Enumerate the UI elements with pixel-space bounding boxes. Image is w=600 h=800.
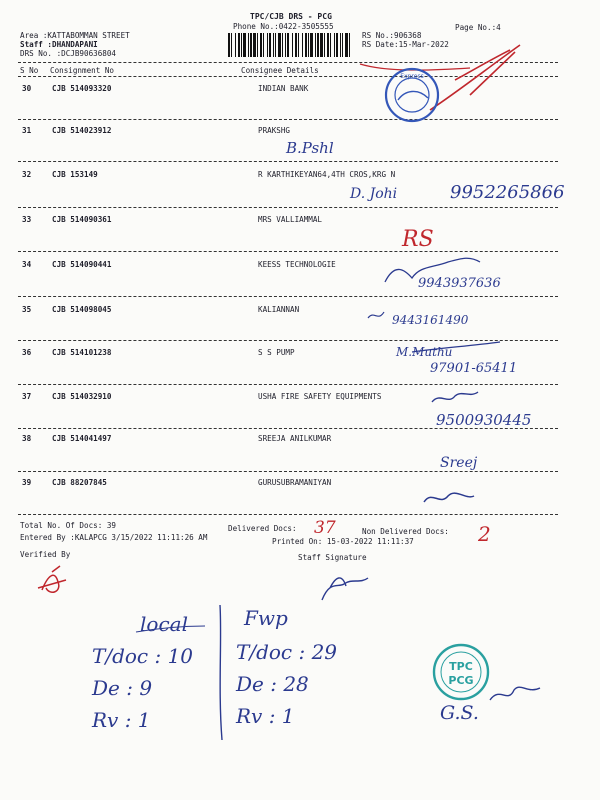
- row36-signature: M.Muthu: [396, 345, 453, 359]
- barcode-bar: [275, 33, 276, 57]
- row36-phone: 97901-65411: [430, 361, 518, 376]
- row-sno: 34: [22, 260, 32, 269]
- verifier-signature: [38, 566, 66, 592]
- row-sno: 36: [22, 348, 32, 357]
- bottom-signature-stroke: [490, 687, 540, 700]
- row-sno: 33: [22, 215, 32, 224]
- row-sno: 30: [22, 84, 32, 93]
- row-divider: [18, 119, 558, 120]
- bottom-signature: G.S.: [440, 702, 479, 724]
- row-consignment: CJB 514032910: [52, 392, 112, 401]
- row-sno: 31: [22, 126, 32, 135]
- barcode-bar: [267, 33, 268, 57]
- column-header-sno: S No: [20, 66, 39, 75]
- page-number: Page No.:4: [455, 23, 501, 32]
- row-consignment: CJB 514090361: [52, 215, 112, 224]
- entered-by: Entered By :KALAPCG 3/15/2022 11:11:26 AM: [20, 533, 208, 542]
- barcode-bar: [320, 33, 323, 57]
- row35-signature: [368, 312, 384, 318]
- row-consignee: INDIAN BANK: [258, 84, 309, 93]
- barcode-bar: [298, 33, 299, 57]
- row-consignee: MRS VALLIAMMAL: [258, 215, 323, 224]
- barcode-bar: [235, 33, 236, 57]
- barcode-bar: [263, 33, 264, 57]
- barcode-bar: [285, 33, 286, 57]
- row35-phone: 9443161490: [392, 313, 469, 327]
- row37-phone: 9500930445: [436, 411, 532, 429]
- tally-left-total: T/doc : 10: [92, 644, 194, 668]
- tally-right-returned: Rv : 1: [236, 704, 295, 728]
- row-consignment: CJB 514023912: [52, 126, 112, 135]
- barcode-bar: [231, 33, 232, 57]
- drs-number: DRS No. :DCJB90636804: [20, 49, 117, 58]
- row-consignment: CJB 153149: [52, 170, 98, 179]
- sheet-title: TPC/CJB DRS - PCG: [250, 12, 332, 21]
- barcode-bar: [257, 33, 258, 57]
- tpc-pcg-stamp: [434, 645, 488, 699]
- barcode-bar: [287, 33, 289, 57]
- tally-right-delivered: De : 28: [236, 672, 309, 696]
- row-consignment: CJB 88207845: [52, 478, 107, 487]
- phone-number: Phone No.:0422-3505555: [233, 22, 334, 31]
- verified-by-label: Verified By: [20, 550, 71, 559]
- row-consignee: KEESS TECHNOLOGIE: [258, 260, 336, 269]
- barcode-bar: [308, 33, 309, 57]
- barcode-bar: [278, 33, 281, 57]
- barcode-bar: [238, 33, 240, 57]
- row34-phone: 9943937636: [418, 276, 501, 291]
- barcode-bar: [292, 33, 293, 57]
- barcode-bar: [340, 33, 341, 57]
- row32-signature: D. Johi: [350, 186, 398, 202]
- barcode-bar: [349, 33, 350, 57]
- barcode-bar: [327, 33, 329, 57]
- non-delivered-count-handwritten: 2: [478, 522, 491, 546]
- row-divider: [18, 251, 558, 252]
- barcode-bar: [260, 33, 262, 57]
- barcode-bar: [330, 33, 331, 57]
- barcode-bar: [273, 33, 274, 57]
- staff-signature: [322, 578, 368, 600]
- row37-signature: [432, 392, 478, 402]
- barcode-bar: [345, 33, 348, 57]
- stamp-text-pcg: PCG: [448, 674, 474, 687]
- barcode-bar: [269, 33, 271, 57]
- barcode-bar: [315, 33, 316, 57]
- row31-signature: B.Pshl: [286, 139, 334, 157]
- row-divider: [18, 471, 558, 472]
- tally-left-heading: local: [140, 612, 188, 636]
- row-consignment: CJB 514098045: [52, 305, 112, 314]
- row-consignee: PRAKSHG: [258, 126, 291, 135]
- barcode-bar: [241, 33, 242, 57]
- barcode-bar: [253, 33, 256, 57]
- divider: [18, 76, 558, 77]
- tally-right-total: T/doc : 29: [236, 640, 338, 664]
- barcode: [228, 33, 353, 57]
- printed-on: Printed On: 15-03-2022 11:11:37: [272, 537, 414, 546]
- row-sno: 39: [22, 478, 32, 487]
- row-consignment: CJB 514093320: [52, 84, 112, 93]
- tally-divider: [220, 605, 222, 740]
- row-divider: [18, 207, 558, 208]
- barcode-bar: [302, 33, 303, 57]
- row-consignee: SREEJA ANILKUMAR: [258, 434, 332, 443]
- row-sno: 37: [22, 392, 32, 401]
- barcode-bar: [243, 33, 246, 57]
- column-header-consignee: Consignee Details: [241, 66, 319, 75]
- barcode-bar: [228, 33, 230, 57]
- row-divider: [18, 384, 558, 385]
- divider: [18, 62, 558, 63]
- row-divider: [18, 161, 558, 162]
- tally-left-delivered: De : 9: [92, 676, 153, 700]
- barcode-bar: [295, 33, 297, 57]
- tally-left-returned: Rv : 1: [92, 708, 151, 732]
- row-consignee: S S PUMP: [258, 348, 295, 357]
- row-consignment: CJB 514090441: [52, 260, 112, 269]
- barcode-bar: [336, 33, 338, 57]
- express-stamp-text: Express: [400, 73, 424, 80]
- scribble-mark: [430, 45, 520, 110]
- barcode-bar: [342, 33, 343, 57]
- scribble-mark: [360, 64, 470, 70]
- rs-number: RS No.:906368: [362, 31, 422, 40]
- row38-signature: Sreej: [440, 455, 478, 471]
- barcode-bar: [305, 33, 307, 57]
- barcode-bar: [334, 33, 335, 57]
- column-header-consignment: Consignment No: [50, 66, 115, 75]
- row-consignee: R KARTHIKEYAN64,4TH CROS,KRG N: [258, 170, 396, 179]
- barcode-bar: [324, 33, 325, 57]
- staff-label: Staff :DHANDAPANI: [20, 40, 98, 49]
- row-consignment: CJB 514041497: [52, 434, 112, 443]
- row-sno: 38: [22, 434, 32, 443]
- non-delivered-docs-label: Non Delivered Docs:: [362, 527, 449, 536]
- total-docs: Total No. Of Docs: 39: [20, 521, 117, 530]
- barcode-bar: [310, 33, 313, 57]
- rs-date: RS Date:15-Mar-2022: [362, 40, 449, 49]
- barcode-bar: [317, 33, 319, 57]
- row-sno: 35: [22, 305, 32, 314]
- row-consignment: CJB 514101238: [52, 348, 112, 357]
- row-sno: 32: [22, 170, 32, 179]
- tally-right-heading: Fwp: [244, 606, 288, 630]
- row-divider: [18, 340, 558, 341]
- area-label: Area :KATTABOMMAN STREET: [20, 31, 130, 40]
- row-divider: [18, 296, 558, 297]
- row-divider: [18, 514, 558, 515]
- delivered-count-handwritten: 37: [314, 518, 336, 538]
- stamp-text-tpc: TPC: [449, 660, 473, 673]
- barcode-bar: [282, 33, 283, 57]
- staff-signature-label: Staff Signature: [298, 553, 367, 562]
- row-consignee: GURUSUBRAMANIYAN: [258, 478, 332, 487]
- row-consignee: USHA FIRE SAFETY EQUIPMENTS: [258, 392, 382, 401]
- delivered-docs-label: Delivered Docs:: [228, 524, 297, 533]
- barcode-bar: [248, 33, 249, 57]
- row32-phone: 9952265866: [450, 182, 565, 203]
- row39-signature: [424, 493, 474, 502]
- row33-signature: RS: [402, 227, 434, 252]
- barcode-bar: [250, 33, 252, 57]
- row-consignee: KALIANNAN: [258, 305, 300, 314]
